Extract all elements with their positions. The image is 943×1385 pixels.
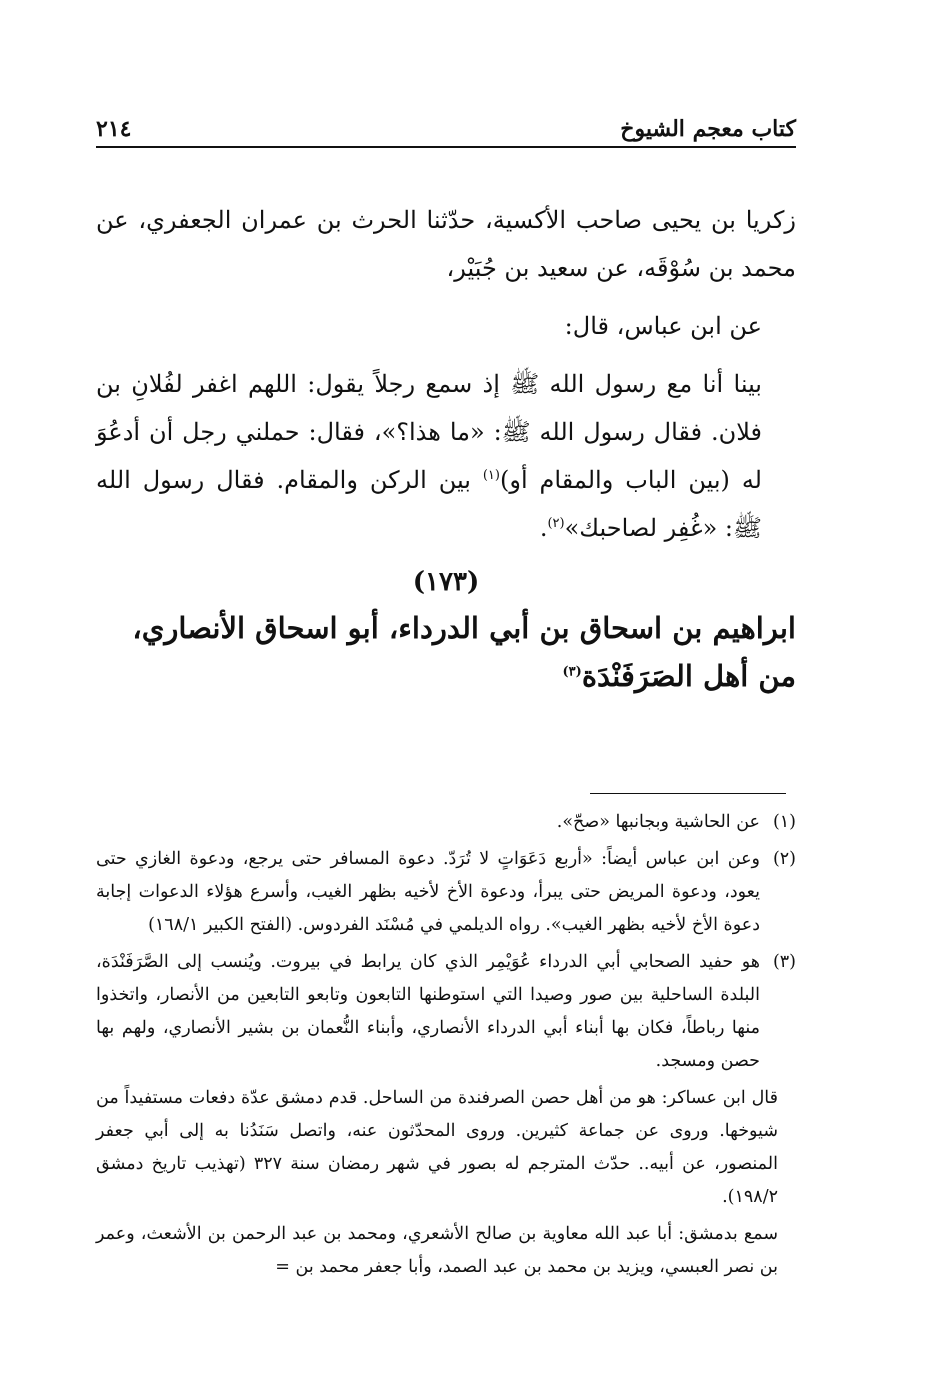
main-text bbox=[96, 196, 796, 562]
hadith-tail: . bbox=[539, 514, 548, 542]
footnote-3 bbox=[96, 946, 796, 1078]
entry-heading bbox=[96, 560, 796, 700]
paragraph-hadith bbox=[96, 360, 796, 552]
paragraph-isnad: زكريا بن يحيى صاحب الأكسية، حدّثنا الحرث بن عمران الجعفري، عن محمد بن سُوْقَه، عن سعيد بن جُبَيْر، bbox=[96, 206, 796, 282]
footnote-text: وعن ابن عباس أيضاً: «أربع دَعَوَاتٍ لا تُرَدّ. دعوة المسافر حتى يرجع، ودعوة الغازي حتى يعود، ودعوة المريض حتى يبرأ، ودعوة الأخ لأخيه بظهر الغيب، وأسرع هؤلاء الدعوات إجابة دعوة الأخ لأخيه بظهر الغيب». رواه الديلمي في مُسْنَد الفردوس. (الفتح الكبير ١٦٨/١) bbox=[96, 849, 760, 935]
entry-name-text: ابراهيم بن اسحاق بن أبي الدرداء، أبو اسحاق الأنصاري، من أهل الصَرَفَنْدَة bbox=[132, 611, 796, 693]
hadith-text-end: بين الركن والمقام. فقال رسول الله ﷺ: «غُفِر لصاحبك» bbox=[96, 466, 762, 542]
footnote-3-paragraph-3: سمع بدمشق: أبا عبد الله معاوية بن صالح الأشعري، ومحمد بن عبد الرحمن بن الأشعث، وعمر بن نصر العبسي، ويزيد بن محمد بن عبد الصمد، وأبا جعفر محمد بن = bbox=[96, 1224, 778, 1277]
footnote-marker: (٢) bbox=[772, 849, 796, 869]
footnote-ref-2: (٢) bbox=[547, 516, 565, 531]
entry-number: (١٧٣) bbox=[412, 567, 480, 597]
page-header bbox=[96, 104, 796, 142]
footnote-2 bbox=[96, 843, 796, 942]
footnote-rule bbox=[590, 793, 786, 794]
paragraph-narrator: عن ابن عباس، قال: bbox=[564, 312, 762, 340]
footnote-text: عن الحاشية وبجانبها «صحّ». bbox=[556, 812, 760, 832]
footnote-1 bbox=[96, 806, 796, 839]
entry-name bbox=[96, 604, 796, 700]
running-title: كتاب معجم الشيوخ bbox=[620, 116, 796, 142]
footnote-ref-3: (٣) bbox=[562, 664, 582, 680]
footnotes bbox=[96, 806, 796, 1288]
page-number: ٢١٤ bbox=[96, 116, 132, 142]
footnote-text: هو حفيد الصحابي أبي الدرداء عُوَيْمِر الذي كان يرابط في بيروت. ويُنسب إلى الصَّرَفَنْدَة، البلدة الساحلية بين صور وصيدا التي استوطنها التابعون وتابعو التابعين من الأنصار، واتخذوا منها رباطاً، فكان بها أبناء أبي الدرداء الأنصاري، وأبناء النُّعمان بن بشير الأنصاري، ولهم بها حصن ومسجد. bbox=[96, 952, 760, 1071]
footnote-marker: (٣) bbox=[772, 952, 796, 972]
hadith-text: بينا أنا مع رسول الله ﷺ إذ سمع رجلاً يقول: اللهم اغفر لفُلانِ بن فلان. فقال رسول الله ﷺ: «ما هذا؟»، فقال: حملني رجل أن أدعُوَ له (بين الباب والمقام أو) bbox=[96, 370, 762, 494]
footnote-3-paragraph-2: قال ابن عساكر: هو من أهل حصن الصرفندة من الساحل. قدم دمشق عدّة دفعات مستفيداً من شيوخها. وروى عن جماعة كثيرين. وروى المحدّثون عنه، واتصل سَنَدُنا به إلى أبي جعفر المنصور، عن أبيه.. حدّث المترجم له بصور في شهر رمضان سنة ٣٢٧ (تهذيب تاريخ دمشق ١٩٨/٢). bbox=[96, 1088, 778, 1207]
header-rule bbox=[96, 146, 796, 148]
footnote-ref-1: (١) bbox=[482, 468, 500, 483]
footnote-marker: (١) bbox=[772, 812, 796, 832]
